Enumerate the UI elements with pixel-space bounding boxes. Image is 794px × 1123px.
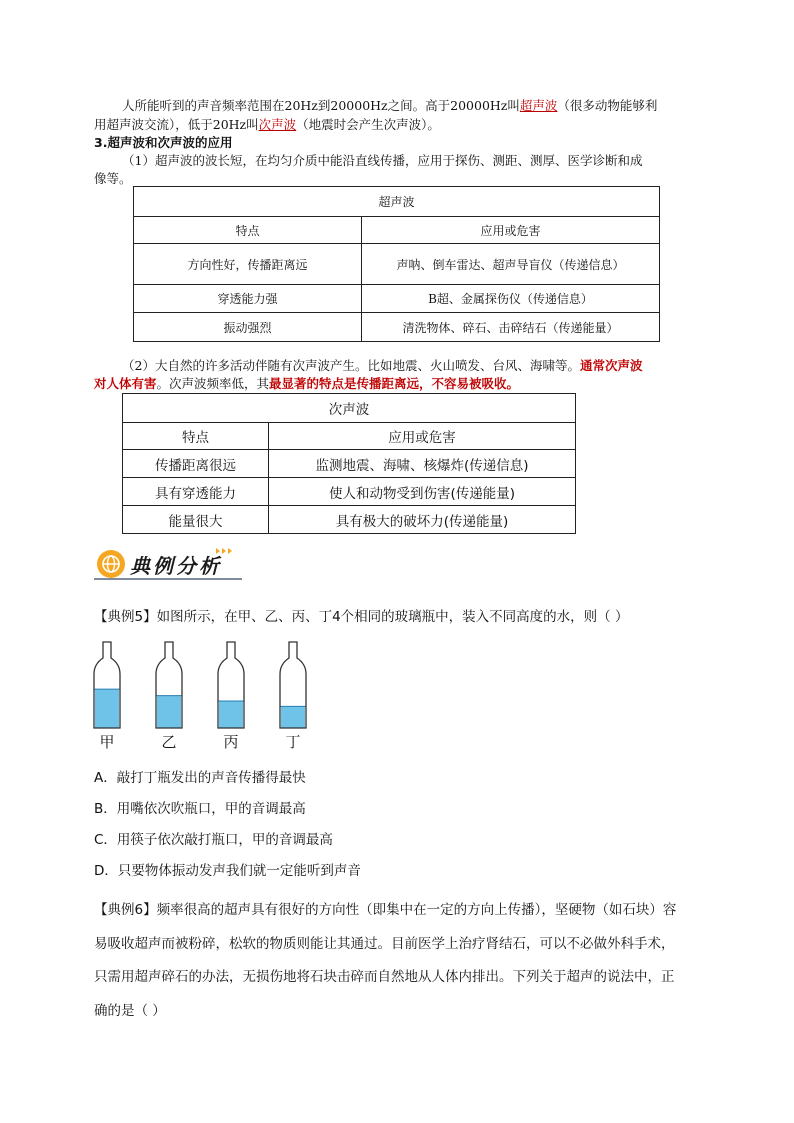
section-3-para1-line1: （1）超声波的波长短，在均匀介质中能沿直线传播，应用于探伤、测距、测厚、医学诊断和成 bbox=[122, 153, 643, 168]
bottle-label: 乙 bbox=[161, 733, 177, 751]
banner-title: 典例分析 bbox=[130, 554, 222, 578]
table-header: 应用或危害 bbox=[269, 423, 576, 450]
water-level bbox=[157, 696, 181, 728]
table-row bbox=[134, 313, 660, 342]
bottle-label: 甲 bbox=[99, 733, 115, 751]
table-title: 超声波 bbox=[134, 187, 660, 217]
option-d: D．只要物体振动发声我们就一定能听到声音 bbox=[94, 863, 361, 879]
bottles-figure bbox=[80, 640, 320, 752]
table-row bbox=[134, 285, 660, 313]
table-cell: 清洗物体、碎石、击碎结石（传递能量） bbox=[362, 313, 660, 342]
para2-line-2 bbox=[94, 374, 519, 394]
para2-text: 。次声波频率低，其 bbox=[156, 376, 270, 391]
table-title: 次声波 bbox=[123, 394, 576, 423]
table-cell: 方向性好，传播距离远 bbox=[134, 244, 362, 285]
section-3-para1-line2: 像等。 bbox=[94, 171, 132, 186]
example6-line-2: 易吸收超声而被粉碎，松软的物质则能让其通过。目前医学上治疗肾结石，可以不必做外科手术， bbox=[94, 936, 675, 952]
water-level bbox=[95, 689, 119, 728]
para2-highlight: 对人体有害 bbox=[94, 376, 157, 391]
table-header: 应用或危害 bbox=[362, 217, 660, 244]
option-c: C．用筷子依次敲打瓶口，甲的音调最高 bbox=[94, 832, 333, 848]
table-cell: 能量很大 bbox=[123, 506, 269, 534]
water-level bbox=[219, 701, 243, 728]
banner-underline bbox=[94, 578, 242, 580]
option-b: B．用嘴依次吹瓶口，甲的音调最高 bbox=[94, 801, 306, 817]
table-cell: 使人和动物受到伤害(传递能量) bbox=[269, 478, 576, 506]
example-analysis-banner bbox=[94, 544, 244, 582]
table-row bbox=[123, 506, 576, 534]
example6-line-1: 【典例6】频率很高的超声具有很好的方向性（即集中在一定的方向上传播），坚硬物（如石块）容 bbox=[94, 902, 677, 918]
table-cell: 传播距离很远 bbox=[123, 450, 269, 478]
table-header: 特点 bbox=[123, 423, 269, 450]
table-row bbox=[123, 478, 576, 506]
water-level bbox=[281, 706, 305, 728]
example6-line-4: 确的是（ ） bbox=[94, 1003, 166, 1019]
section-3-heading: 3.超声波和次声波的应用 bbox=[94, 135, 233, 150]
table-cell: 具有穿透能力 bbox=[123, 478, 269, 506]
intro-text: 人所能听到的声音频率范围在20Hz到20000Hz之间。高于20000Hz叫 bbox=[122, 98, 520, 113]
term-ultrasound: 超声波 bbox=[519, 98, 558, 113]
para2-highlight: 通常次声波 bbox=[579, 358, 643, 373]
table-cell: 监测地震、海啸、核爆炸(传递信息) bbox=[269, 450, 576, 478]
example5-question: 【典例5】如图所示，在甲、乙、丙、丁4个相同的玻璃瓶中，装入不同高度的水，则（ ） bbox=[94, 609, 629, 625]
intro-line-1 bbox=[122, 96, 657, 116]
table-cell: 振动强烈 bbox=[134, 313, 362, 342]
bottle-label: 丁 bbox=[285, 733, 301, 751]
term-infrasound: 次声波 bbox=[258, 117, 297, 132]
table-cell: 声呐、倒车雷达、超声导盲仪（传递信息） bbox=[362, 244, 660, 285]
infrasound-table bbox=[122, 393, 576, 534]
table-header: 特点 bbox=[134, 217, 362, 244]
bottle-label: 丙 bbox=[223, 733, 239, 751]
para2-line-1 bbox=[122, 356, 642, 376]
para2-highlight: 最显著的特点是传播距离远，不容易被吸收。 bbox=[269, 376, 520, 391]
intro-text: （很多动物能够利 bbox=[557, 98, 658, 113]
option-a: A．敲打丁瓶发出的声音传播得最快 bbox=[94, 770, 306, 786]
table-row bbox=[134, 244, 660, 285]
table-cell: B超、金属探伤仪（传递信息） bbox=[362, 285, 660, 313]
table-row bbox=[123, 450, 576, 478]
intro-line-2 bbox=[94, 115, 440, 135]
table-cell: 穿透能力强 bbox=[134, 285, 362, 313]
intro-text: 用超声波交流），低于20Hz叫 bbox=[94, 117, 259, 132]
para2-text: （2）大自然的许多活动伴随有次声波产生。比如地震、火山喷发、台风、海啸等。 bbox=[122, 358, 580, 373]
table-cell: 具有极大的破坏力(传递能量) bbox=[269, 506, 576, 534]
example6-line-3: 只需用超声碎石的办法，无损伤地将石块击碎而自然地从人体内排出。下列关于超声的说法中，正 bbox=[94, 969, 675, 985]
intro-text: （地震时会产生次声波）。 bbox=[296, 117, 440, 132]
ultrasound-table bbox=[133, 186, 660, 342]
